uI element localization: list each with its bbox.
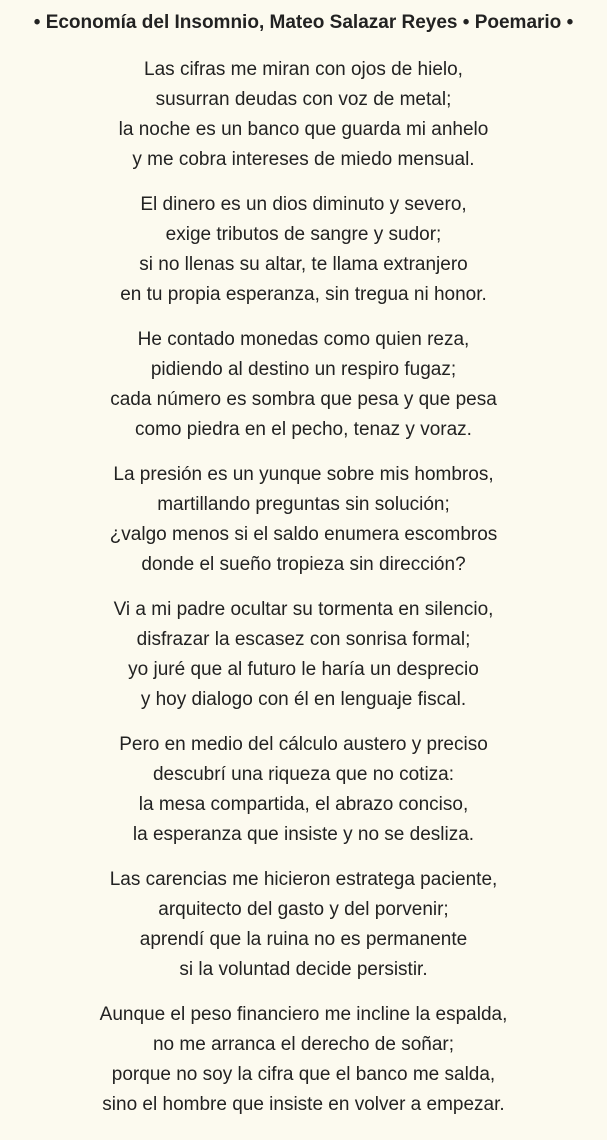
poem-line: pidiendo al destino un respiro fugaz; — [150, 359, 457, 380]
poem-line: disfrazar la escasez con sonrisa formal; — [136, 629, 471, 650]
poem-line: Aunque el peso financiero me incline la espalda, — [99, 1004, 508, 1025]
stanza-5 — [0, 595, 607, 715]
stanza-3 — [0, 325, 607, 445]
poem-line: en tu propia esperanza, sin tregua ni honor. — [120, 284, 487, 305]
poem-line: y hoy dialogo con él en lenguaje fiscal. — [140, 689, 467, 710]
poem-line: como piedra en el pecho, tenaz y voraz. — [135, 419, 472, 440]
poem-line: He contado monedas como quien reza, — [137, 329, 470, 350]
stanza-8 — [0, 1000, 607, 1120]
poem-line: martillando preguntas sin solución; — [157, 494, 450, 515]
poem-line: ¿valgo menos si el saldo enumera escombros — [109, 524, 498, 545]
stanza-7 — [0, 865, 607, 985]
poem-body — [0, 55, 607, 1120]
poem-line: si no llenas su altar, te llama extranjero — [139, 254, 468, 275]
poem-line: yo juré que al futuro le haría un desprecio — [128, 659, 479, 680]
poem-line: donde el sueño tropieza sin dirección? — [141, 554, 466, 575]
poem-line: porque no soy la cifra que el banco me salda, — [111, 1064, 496, 1085]
poem-line: arquitecto del gasto y del porvenir; — [158, 899, 449, 920]
poem-header: • Economía del Insomnio, Mateo Salazar Reyes • Poemario • — [33, 12, 574, 33]
poem-line: Las cifras me miran con ojos de hielo, — [144, 59, 463, 80]
poem-line: cada número es sombra que pesa y que pesa — [110, 389, 497, 410]
poem-line: aprendí que la ruina no es permanente — [139, 929, 468, 950]
poem-line: Pero en medio del cálculo austero y preciso — [119, 734, 488, 755]
poem-line: no me arranca el derecho de soñar; — [152, 1034, 454, 1055]
poem-line: la noche es un banco que guarda mi anhelo — [118, 119, 489, 140]
poem-line: La presión es un yunque sobre mis hombros, — [113, 464, 494, 485]
poem-line: El dinero es un dios diminuto y severo, — [140, 194, 467, 215]
poem-line: si la voluntad decide persistir. — [179, 959, 428, 980]
poem-line: susurran deudas con voz de metal; — [155, 89, 452, 110]
poem-line: y me cobra intereses de miedo mensual. — [132, 149, 475, 170]
stanza-4 — [0, 460, 607, 580]
stanza-6 — [0, 730, 607, 850]
poem-line: la mesa compartida, el abrazo conciso, — [138, 794, 469, 815]
poem-line: sino el hombre que insiste en volver a empezar. — [102, 1094, 505, 1115]
poem-line: exige tributos de sangre y sudor; — [165, 224, 442, 245]
stanza-2 — [0, 190, 607, 310]
poem-line: Vi a mi padre ocultar su tormenta en silencio, — [113, 599, 494, 620]
poem-line: Las carencias me hicieron estratega paciente, — [109, 869, 498, 890]
poem-line: la esperanza que insiste y no se desliza. — [132, 824, 475, 845]
stanza-1 — [0, 55, 607, 175]
poem-line: descubrí una riqueza que no cotiza: — [152, 764, 455, 785]
